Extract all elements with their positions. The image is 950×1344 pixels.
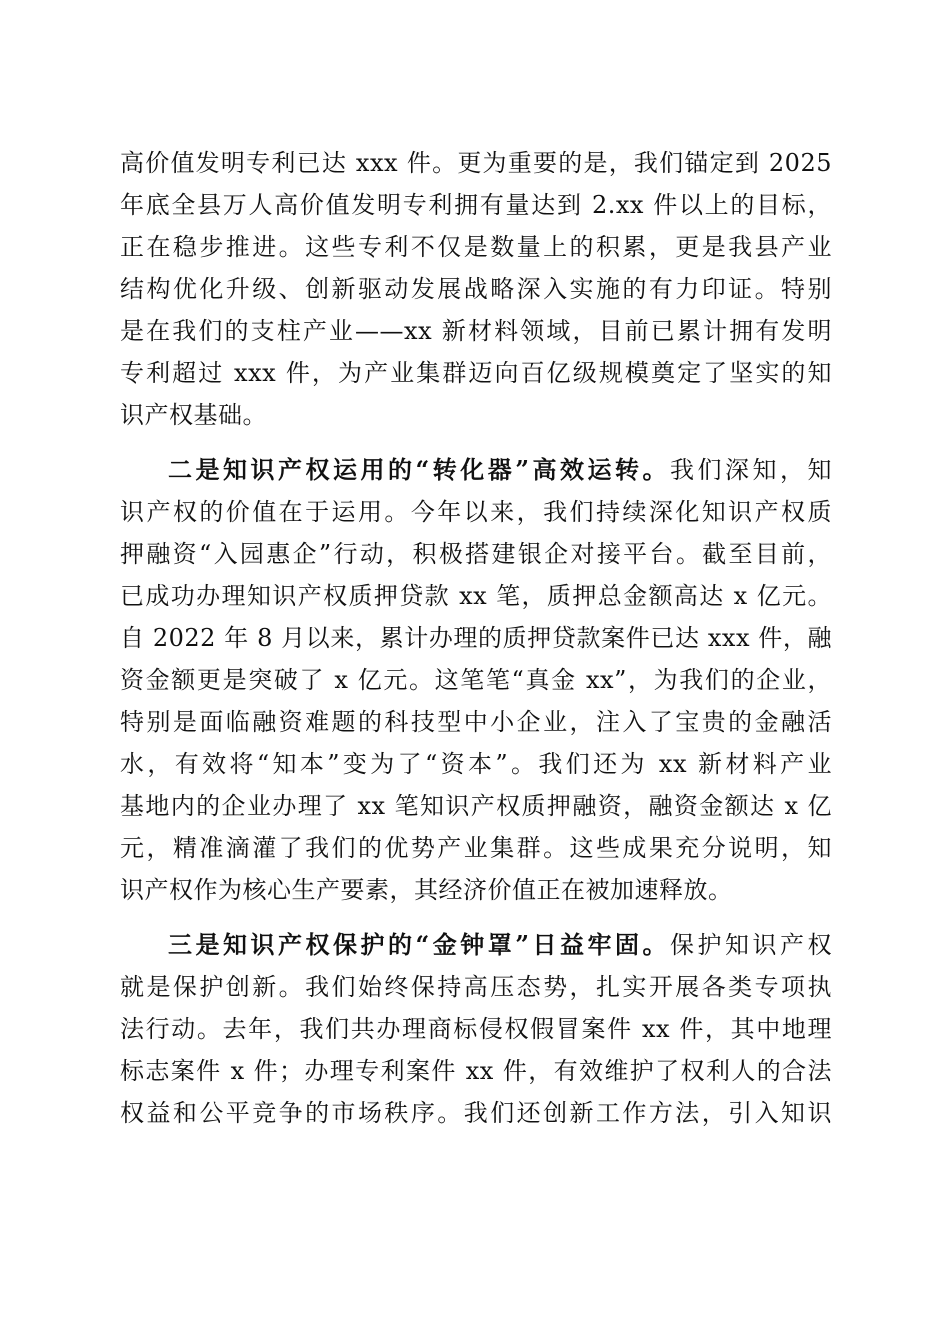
- paragraph-2-line-4: 已成功办理知识产权质押贷款 xx 笔，质押总金额高达 x 亿元。: [120, 582, 832, 610]
- paragraph-3-line-3: 法行动。去年，我们共办理商标侵权假冒案件 xx 件，其中地理: [120, 1015, 832, 1043]
- paragraph-1-line-3: 正在稳步推进。这些专利不仅是数量上的积累，更是我县产业: [120, 233, 832, 261]
- paragraph-3-line-5: 权益和公平竞争的市场秩序。我们还创新工作方法，引入知识: [120, 1099, 832, 1127]
- paragraph-1-line-4: 结构优化升级、创新驱动发展战略深入实施的有力印证。特别: [120, 275, 832, 303]
- paragraph-2-first-line: [168, 453, 832, 487]
- paragraph-2-line-8: 水，有效将“知本”变为了“资本”。我们还为 xx 新材料产业: [120, 750, 832, 778]
- paragraph-2-line-10: 元，精准滴灌了我们的优势产业集群。这些成果充分说明，知: [120, 834, 832, 862]
- paragraph-2-line-6: 资金额更是突破了 x 亿元。这笔笔“真金 xx”，为我们的企业，: [120, 666, 832, 694]
- paragraph-2-line-11: 识产权作为核心生产要素，其经济价值正在被加速释放。: [120, 876, 733, 904]
- paragraph-2-line-3: 押融资“入园惠企”行动，积极搭建银企对接平台。截至目前，: [120, 540, 832, 568]
- paragraph-3-first-line-rest: 保护知识产权: [670, 931, 833, 959]
- paragraph-1-line-1: 高价值发明专利已达 xxx 件。更为重要的是，我们锚定到 2025: [120, 149, 832, 177]
- paragraph-1-line-5: 是在我们的支柱产业——xx 新材料领域，目前已累计拥有发明: [120, 317, 832, 345]
- paragraph-3-line-4: 标志案件 x 件；办理专利案件 xx 件，有效维护了权利人的合法: [120, 1057, 832, 1085]
- paragraph-3-line-2: 就是保护创新。我们始终保持高压态势，扎实开展各类专项执: [120, 973, 832, 1001]
- paragraph-2-line-9: 基地内的企业办理了 xx 笔知识产权质押融资，融资金额达 x 亿: [120, 792, 832, 820]
- paragraph-2-line-2: 识产权的价值在于运用。今年以来，我们持续深化知识产权质: [120, 498, 832, 526]
- paragraph-3-heading: 三是知识产权保护的“金钟罩”日益牢固。: [168, 930, 671, 959]
- paragraph-1-line-7: 识产权基础。: [120, 401, 267, 429]
- paragraph-2-first-line-rest: 我们深知，知: [670, 456, 833, 484]
- paragraph-2-line-7: 特别是面临融资难题的科技型中小企业，注入了宝贵的金融活: [120, 708, 832, 736]
- paragraph-1-line-6: 专利超过 xxx 件，为产业集群迈向百亿级规模奠定了坚实的知: [120, 359, 832, 387]
- paragraph-2-heading: 二是知识产权运用的“转化器”高效运转。: [168, 455, 671, 484]
- paragraph-3-first-line: [168, 928, 832, 962]
- paragraph-1-line-2: 年底全县万人高价值发明专利拥有量达到 2.xx 件以上的目标，: [120, 191, 832, 219]
- paragraph-2-line-5: 自 2022 年 8 月以来，累计办理的质押贷款案件已达 xxx 件，融: [120, 624, 832, 652]
